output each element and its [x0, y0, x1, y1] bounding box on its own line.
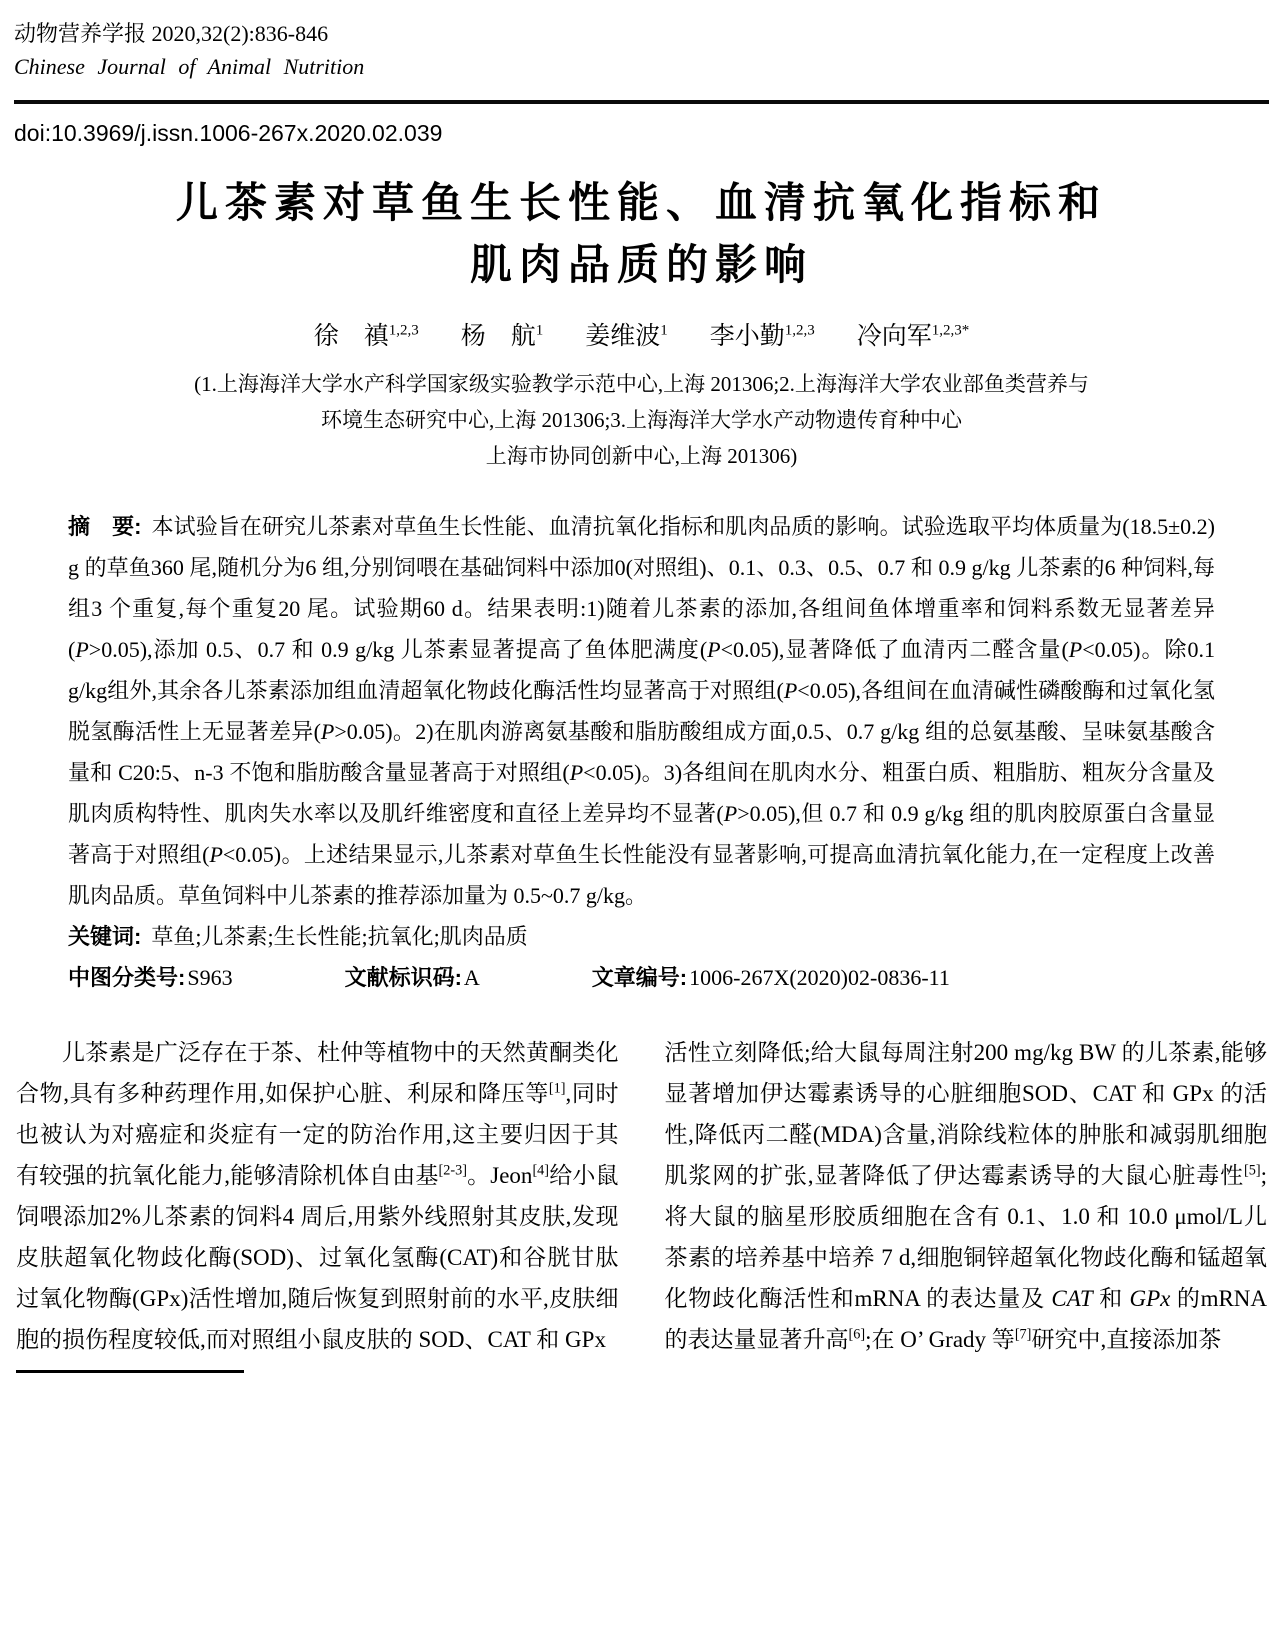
keywords-label: 关键词:: [68, 924, 142, 949]
affiliation-line: (1.上海海洋大学水产科学国家级实验教学示范中心,上海 201306;2.上海海洋大学农业部鱼类营养与: [194, 372, 1089, 396]
author-name: 冷向军: [856, 323, 932, 350]
classification-row: [68, 957, 1215, 998]
authors-line: [0, 320, 1283, 354]
author-superscript: 1: [660, 322, 668, 339]
author-superscript: 1,2,3*: [931, 322, 970, 339]
abstract-text: 本试验旨在研究儿茶素对草鱼生长性能、血清抗氧化指标和肌肉品质的影响。试验选取平均体质量为(18.5±0.2) g 的草鱼360 尾,随机分为6 组,分别饲喂在基础饲料中添加0(对照组)、0.1、0.3、0.5、0.7 和 0.9 g/kg 儿茶素的6 种饲料,每组3 个重复,每个重复20 尾。试验期60 d。结果表明:1)随着儿茶素的添加,各组间鱼体增重率和饲料系数无显著差异(P>0.05),添加 0.5、0.7 和 0.9 g/kg 儿茶素显著提高了鱼体肥满度(P<0.05),显著降低了血清丙二醛含量(P<0.05)。除0.1 g/kg组外,其余各儿茶素添加组血清超氧化物歧化酶活性均显著高于对照组(P<0.05),各组间在血清碱性磷酸酶和过氧化氢脱氢酶活性上无显著差异(P>0.05)。2)在肌肉游离氨基酸和脂肪酸组成方面,0.5、0.7 g/kg 组的总氨基酸、呈味氨基酸含量和 C20:5、n-3 不饱和脂肪酸含量显著高于对照组(P<0.05)。3)各组间在肌肉水分、粗蛋白质、粗脂肪、粗灰分含量及肌肉质构特性、肌肉失水率以及肌纤维密度和直径上差异均不显著(P>0.05),但 0.7 和 0.9 g/kg 组的肌肉胶原蛋白含量显著高于对照组(P<0.05)。上述结果显示,儿茶素对草鱼生长性能没有显著影响,可提高血清抗氧化能力,在一定程度上改善肌肉品质。草鱼饲料中儿茶素的推荐添加量为 0.5~0.7 g/kg。: [68, 514, 1215, 908]
journal-title-cn: 动物营养学报 2020,32(2):836-846: [14, 21, 329, 46]
document-code: [345, 957, 480, 998]
author: [314, 323, 419, 350]
doi-line: doi:10.3969/j.issn.1006-267x.2020.02.039: [14, 120, 443, 146]
affiliation-line: 环境生态研究中心,上海 201306;3.上海海洋大学水产动物遗传育种中心: [320, 408, 963, 432]
body-left-paragraph: 儿茶素是广泛存在于茶、杜仲等植物中的天然黄酮类化合物,具有多种药理作用,如保护心脏、利尿和降压等[1],同时也被认为对癌症和炎症有一定的防治作用,这主要归因于其有较强的抗氧化能力,能够清除机体自由基[2-3]。Jeon[4]给小鼠饲喂添加2%儿茶素的饲料4 周后,用紫外线照射其皮肤,发现皮肤超氧化物歧化酶(SOD)、过氧化氢酶(CAT)和谷胱甘肽过氧化物酶(GPx)活性增加,随后恢复到照射前的水平,皮肤细胞的损伤程度较低,而对照组小鼠皮肤的 SOD、CAT 和 GPx: [16, 1040, 619, 1352]
affiliations-block: [0, 366, 1283, 474]
footnote-rule: [16, 1370, 244, 1373]
affiliation-line: 上海市协同创新中心,上海 201306): [485, 444, 798, 468]
abstract-paragraph: [68, 506, 1215, 916]
abstract-block: [68, 506, 1215, 957]
author-name: 徐 禛: [313, 323, 389, 350]
document-code-label: 文献标识码:: [344, 965, 462, 990]
article-title-line1: 儿茶素对草鱼生长性能、血清抗氧化指标和: [175, 179, 1107, 226]
author: [857, 323, 970, 350]
article-title-line2: 肌肉品质的影响: [469, 241, 813, 288]
keywords-text: 草鱼;儿茶素;生长性能;抗氧化;肌肉品质: [151, 924, 528, 949]
body-columns: [16, 1032, 1267, 1373]
article-title: [0, 172, 1283, 296]
clc-number: [68, 957, 233, 998]
author-name: 杨 航: [460, 323, 536, 350]
document-code-value: A: [463, 965, 480, 990]
body-left-column: [16, 1032, 619, 1373]
clc-label: 中图分类号:: [68, 965, 186, 990]
author-superscript: 1,2,3: [388, 322, 419, 339]
author: [585, 323, 668, 350]
article-id: [592, 957, 950, 998]
abstract-label: 摘 要:: [68, 514, 142, 539]
article-id-value: 1006-267X(2020)02-0836-11: [689, 965, 950, 990]
journal-title-en: Chinese Journal of Animal Nutrition: [14, 54, 365, 79]
author-name: 姜维波: [585, 323, 661, 350]
page-header: [14, 18, 1269, 84]
article-id-label: 文章编号:: [591, 965, 688, 990]
header-divider-rule: [14, 100, 1269, 104]
author: [461, 323, 544, 350]
body-right-column: [665, 1032, 1268, 1373]
author: [710, 323, 815, 350]
author-superscript: 1,2,3: [784, 322, 815, 339]
author-name: 李小勤: [709, 323, 785, 350]
author-superscript: 1: [535, 322, 544, 339]
body-right-paragraph: 活性立刻降低;给大鼠每周注射200 mg/kg BW 的儿茶素,能够显著增加伊达霉素诱导的心脏细胞SOD、CAT 和 GPx 的活性,降低丙二醛(MDA)含量,消除线粒体的肿胀和减弱肌细胞肌浆网的扩张,显著降低了伊达霉素诱导的大鼠心脏毒性[5];将大鼠的脑星形胶质细胞在含有 0.1、1.0 和 10.0 μmol/L儿茶素的培养基中培养 7 d,细胞铜锌超氧化物歧化酶和锰超氧化物歧化酶活性和mRNA 的表达量及 CAT 和 GPx 的mRNA的表达量显著升高[6];在 O’ Grady 等[7]研究中,直接添加茶: [664, 1040, 1268, 1352]
clc-value: S963: [187, 965, 233, 990]
keywords-line: [68, 916, 1215, 957]
